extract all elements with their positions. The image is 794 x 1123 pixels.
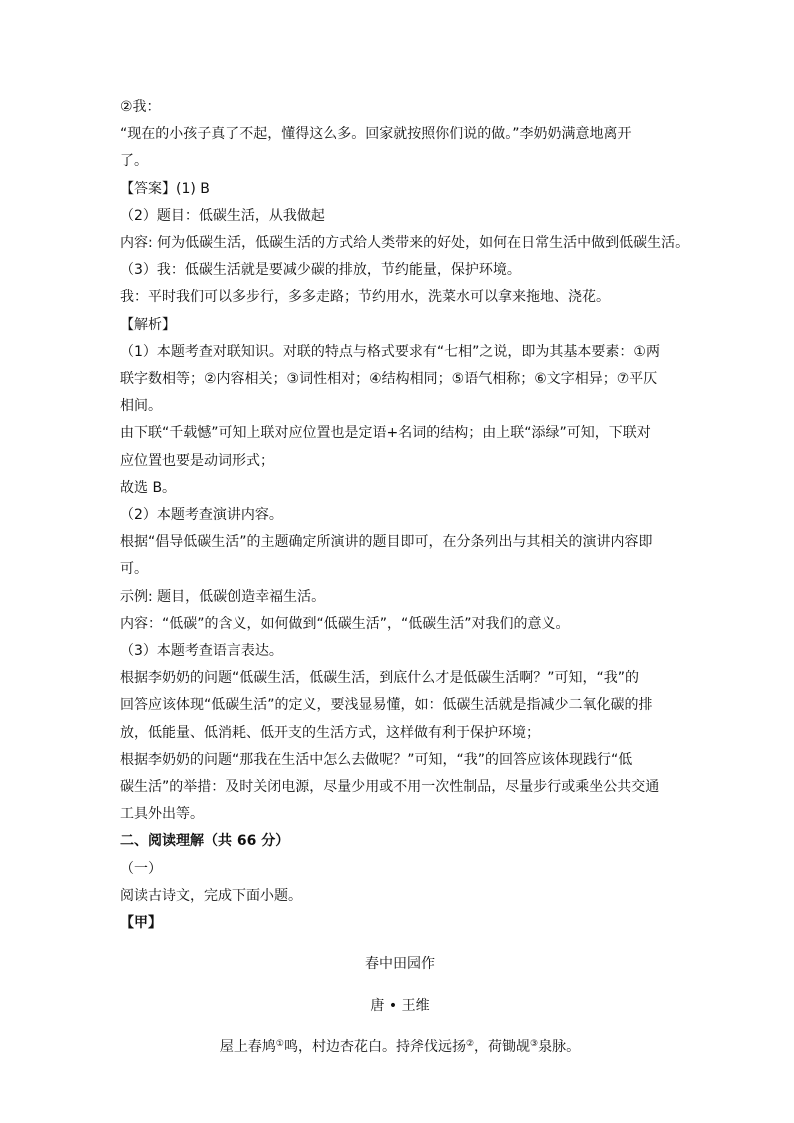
text-line: 可。 <box>120 561 148 578</box>
text-line: 根据“倡导低碳生活”的主题确定所演讲的题目即可，在分条列出与其相关的演讲内容即 <box>120 534 653 551</box>
text-line: 碳生活”的举措：及时关闭电源，尽量少用或不用一次性制品，尽量步行或乘坐公共交通 <box>120 779 660 796</box>
subsection-heading: （一） <box>120 860 162 877</box>
text-line: （2）本题考查演讲内容。 <box>120 507 283 524</box>
text-line: “现在的小孩子真了不起，懂得这么多。回家就按照你们说的做。”李奶奶满意地离开 <box>120 126 632 143</box>
text-line: 内容：“低碳”的含义，如何做到“低碳生活”，“低碳生活”对我们的意义。 <box>120 615 570 632</box>
text-line: （1）本题考查对联知识。对联的特点与格式要求有“七相”之说，即为其基本要素：①两 <box>120 343 660 360</box>
poem-text: ，荷锄觇 <box>474 1038 531 1055</box>
poem-line <box>120 1034 680 1061</box>
poem-text: 屋上春鸠 <box>219 1038 276 1055</box>
text-line: 示例: 题目，低碳创造幸福生活。 <box>120 588 326 605</box>
text-line: （3）本题考查语言表达。 <box>120 643 283 660</box>
footnote-marker: ① <box>275 1038 284 1049</box>
text-line: （2）题目：低碳生活，从我做起 <box>120 207 325 224</box>
text-line: 根据李奶奶的问题“低碳生活，低碳生活，到底什么才是低碳生活啊？”可知，“我”的 <box>120 670 640 687</box>
document-body <box>120 94 690 1075</box>
text-line: 放，低能量、低消耗、低开支的生活方式，这样做有利于保护环境； <box>120 724 540 741</box>
text-line: 了。 <box>120 153 148 170</box>
poem-author: 唐 • 王维 <box>370 997 430 1014</box>
text-line: 联字数相等；②内容相关；③词性相对；④结构相同；⑤语气相称；⑥文字相异；⑦平仄 <box>120 371 658 388</box>
poem-title: 春中田园作 <box>365 956 435 973</box>
text-line: 故选 B。 <box>120 479 177 496</box>
footnote-marker: ② <box>465 1038 475 1049</box>
answer-heading: 【答案】(1) B <box>120 180 210 197</box>
text-line: 应位置也要是动词形式； <box>120 452 274 469</box>
text-line: ②我： <box>120 99 161 115</box>
passage-label: 【甲】 <box>120 915 162 932</box>
poem-text: 鸣，村边杏花白。持斧伐远扬 <box>283 1038 466 1055</box>
text-line: 内容: 何为低碳生活，低碳生活的方式给人类带来的好处，如何在日常生活中做到低碳生活。 <box>120 235 690 252</box>
poem-text: 泉脉。 <box>538 1038 581 1055</box>
text-line: 工具外出等。 <box>120 806 204 823</box>
text-line: 根据李奶奶的问题“那我在生活中怎么去做呢？”可知，“我”的回答应该体现践行“低 <box>120 751 633 768</box>
section-heading: 二、阅读理解（共 66 分） <box>120 833 290 850</box>
footnote-marker: ③ <box>530 1038 539 1049</box>
text-line: 相间。 <box>120 398 162 415</box>
text-line: 回答应该体现“低碳生活”的定义，要浅显易懂，如：低碳生活就是指减少二氧化碳的排 <box>120 697 653 714</box>
text-line: 由下联“千载憾”可知上联对应位置也是定语+名词的结构；由上联“添绿”可知，下联对 <box>120 425 651 442</box>
text-line: 阅读古诗文，完成下面小题。 <box>120 887 302 904</box>
text-line: 我：平时我们可以多步行，多多走路；节约用水，洗菜水可以拿来拖地、浇花。 <box>120 289 610 306</box>
analysis-heading: 【解析】 <box>120 316 176 333</box>
text-line: （3）我：低碳生活就是要减少碳的排放，节约能量，保护环境。 <box>120 262 521 279</box>
